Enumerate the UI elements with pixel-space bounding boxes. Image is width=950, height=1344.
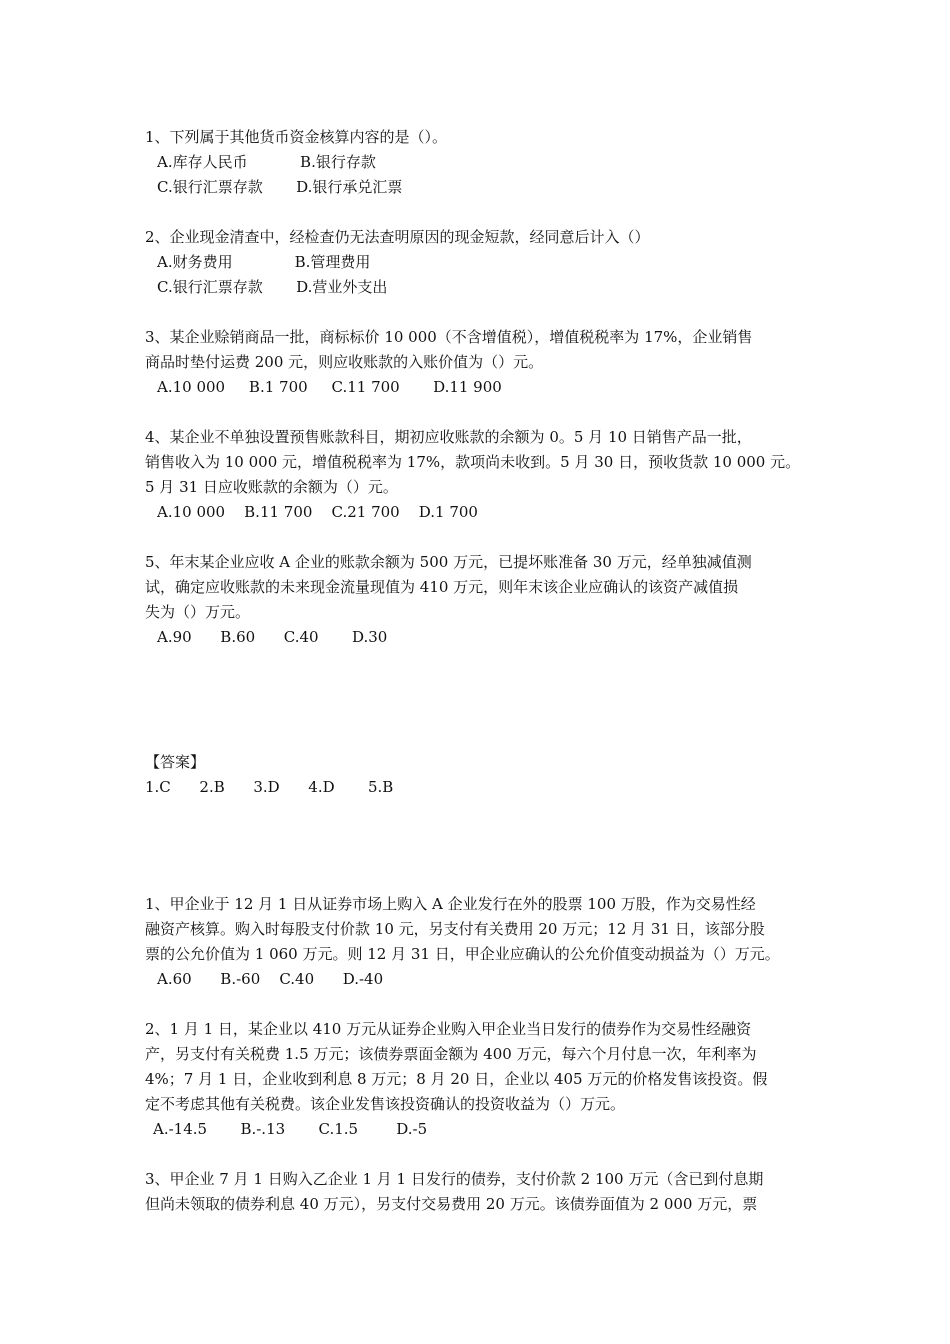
question-2-3	[145, 1167, 825, 1217]
question-options: A.-14.5 B.-.13 C.1.5 D.-5	[153, 1120, 428, 1138]
question-options: A.财务费用 B.管理费用	[157, 253, 371, 271]
answer-heading: 【答案】	[145, 753, 206, 771]
question-5	[145, 550, 825, 650]
question-2-1	[145, 892, 825, 992]
question-1	[145, 125, 825, 200]
question-4	[145, 425, 825, 525]
question-text: 4、某企业不单独设置预售账款科目，期初应收账款的余额为 0。5 月 10 日销售产品一批，	[145, 428, 752, 446]
question-2	[145, 225, 825, 300]
question-options: C.银行汇票存款 D.营业外支出	[157, 278, 388, 296]
answer-block	[145, 750, 825, 800]
question-text: 2、企业现金清查中，经检查仍无法查明原因的现金短款，经同意后计入（）	[145, 228, 650, 246]
question-text: 失为（）万元。	[145, 603, 251, 621]
question-options: A.库存人民币 B.银行存款	[157, 153, 376, 171]
question-options: A.10 000 B.1 700 C.11 700 D.11 900	[157, 378, 502, 396]
document-content	[145, 125, 825, 1217]
question-text: 试，确定应收账款的未来现金流量现值为 410 万元，则年末该企业应确认的该资产减值损	[145, 578, 739, 596]
question-text: 2、1 月 1 日，某企业以 410 万元从证券企业购入甲企业当日发行的债券作为交易性经融资	[145, 1020, 752, 1038]
question-text: 3、甲企业 7 月 1 日购入乙企业 1 月 1 日发行的债券，支付价款 2 100 万元（含已到付息期	[145, 1170, 764, 1188]
question-text: 产，另支付有关税费 1.5 万元；该债券票面金额为 400 万元，每六个月付息一次，年利率为	[145, 1045, 757, 1063]
question-text: 票的公允价值为 1 060 万元。则 12 月 31 日，甲企业应确认的公允价值变动损益为（）万元。	[145, 945, 780, 963]
question-text: 3、某企业赊销商品一批，商标标价 10 000（不含增值税），增值税税率为 17%，企业销售	[145, 328, 753, 346]
answer-list: 1.C 2.B 3.D 4.D 5.B	[145, 778, 394, 796]
question-text: 5、年末某企业应收 A 企业的账款余额为 500 万元，已提坏账准备 30 万元，经单独减值测	[145, 553, 752, 571]
question-text: 1、甲企业于 12 月 1 日从证券市场上购入 A 企业发行在外的股票 100 万股，作为交易性经	[145, 895, 756, 913]
question-text: 定不考虑其他有关税费。该企业发售该投资确认的投资收益为（）万元。	[145, 1095, 626, 1113]
question-text: 但尚未领取的债券利息 40 万元），另支付交易费用 20 万元。该债券面值为 2 000 万元，票	[145, 1195, 758, 1213]
question-2-2	[145, 1017, 825, 1142]
question-options: A.10 000 B.11 700 C.21 700 D.1 700	[157, 503, 478, 521]
question-3	[145, 325, 825, 400]
question-options: C.银行汇票存款 D.银行承兑汇票	[157, 178, 403, 196]
question-text: 5 月 31 日应收账款的余额为（）元。	[145, 478, 398, 496]
question-text: 融资产核算。购入时每股支付价款 10 元，另支付有关费用 20 万元；12 月 31 日，该部分股	[145, 920, 765, 938]
question-text: 销售收入为 10 000 元，增值税税率为 17%，款项尚未收到。5 月 30 日，预收货款 10 000 元。	[145, 453, 801, 471]
question-options: A.90 B.60 C.40 D.30	[157, 628, 388, 646]
question-text: 4%；7 月 1 日，企业收到利息 8 万元；8 月 20 日，企业以 405 万元的价格发售该投资。假	[145, 1070, 768, 1088]
question-text: 商品时垫付运费 200 元，则应收账款的入账价值为（）元。	[145, 353, 544, 371]
question-text: 1、下列属于其他货币资金核算内容的是（）。	[145, 128, 448, 146]
question-options: A.60 B.-60 C.40 D.-40	[157, 970, 384, 988]
